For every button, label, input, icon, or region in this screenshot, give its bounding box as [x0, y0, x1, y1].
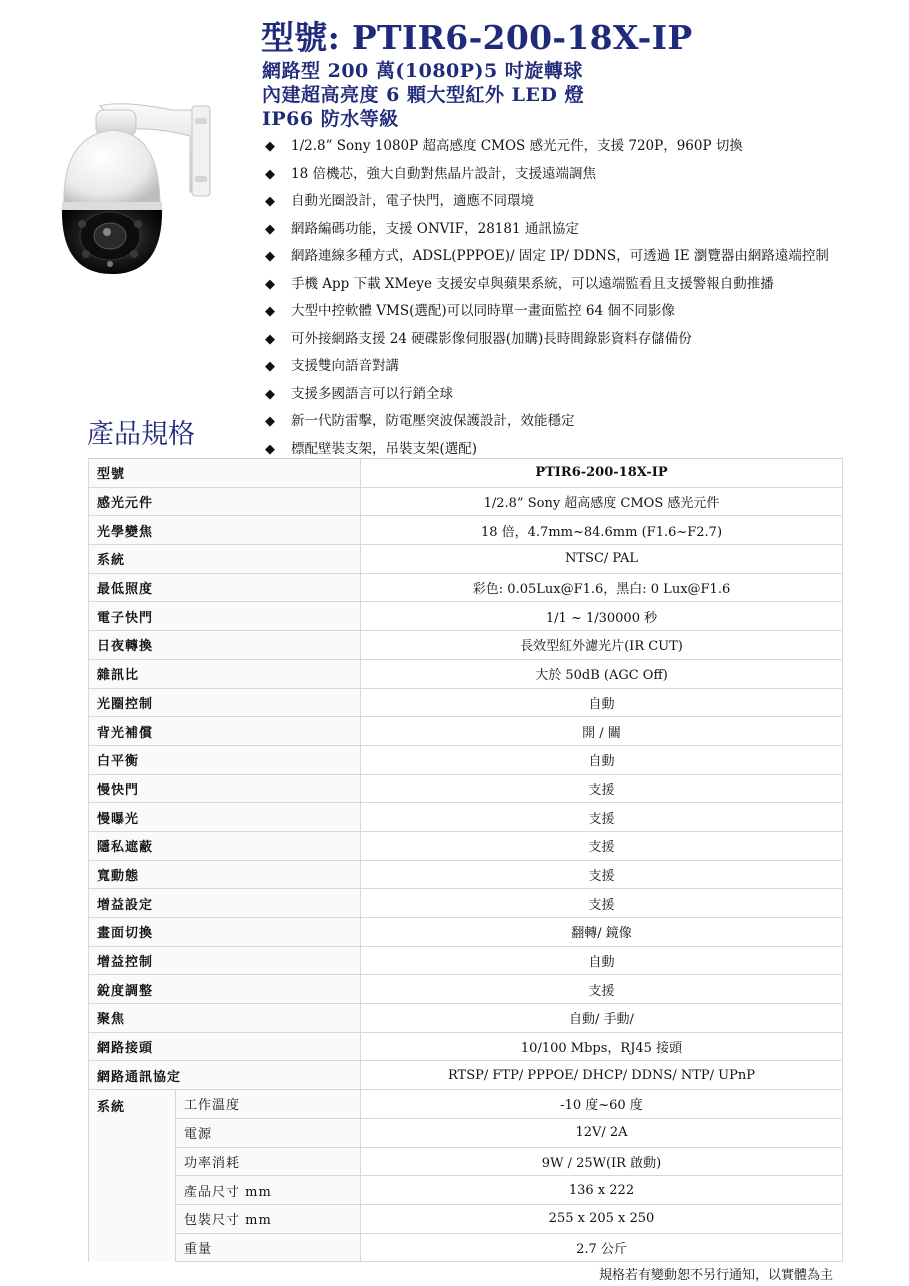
- diamond-bullet-icon: ◆: [265, 414, 275, 429]
- spec-label: 隱私遮蔽: [89, 831, 361, 860]
- spec-value: RTSP/ FTP/ PPPOE/ DHCP/ DDNS/ NTP/ UPnP: [361, 1061, 843, 1090]
- feature-item: [265, 381, 829, 409]
- subtitle-network-dome: 網路型 200 萬(1080P)5 吋旋轉球: [262, 60, 583, 82]
- spec-label: 最低照度: [89, 573, 361, 602]
- table-row: [89, 1233, 843, 1262]
- table-row: [89, 803, 843, 832]
- table-row: [89, 774, 843, 803]
- feature-text: 18 倍機芯，強大自動對焦晶片設計，支援遠端調焦: [291, 165, 596, 182]
- spec-value: 支援: [361, 774, 843, 803]
- diamond-bullet-icon: ◆: [265, 249, 275, 264]
- feature-text: 可外接網路支援 24 硬碟影像伺服器(加購)長時間錄影資料存儲備份: [291, 330, 692, 347]
- spec-group-label-system: 系統: [89, 1090, 176, 1262]
- spec-value: 自動: [361, 745, 843, 774]
- diamond-bullet-icon: ◆: [265, 139, 275, 154]
- feature-text: 網路連線多種方式，ADSL(PPPOE)/ 固定 IP/ DDNS，可透過 IE 瀏覽器由網路遠端控制: [291, 248, 829, 264]
- diamond-bullet-icon: ◆: [265, 359, 275, 374]
- table-row: [89, 946, 843, 975]
- table-row: [89, 573, 843, 602]
- diamond-bullet-icon: ◆: [265, 194, 275, 209]
- feature-text: 支援雙向語音對講: [291, 358, 399, 374]
- subtitle-ir-led: 內建超高亮度 6 顆大型紅外 LED 燈: [262, 84, 584, 106]
- table-row: [89, 1090, 843, 1119]
- table-row: [89, 1147, 843, 1176]
- subtitle-ip66: IP66 防水等級: [262, 108, 399, 130]
- spec-sub-label: 工作溫度: [176, 1090, 361, 1119]
- table-row: [89, 745, 843, 774]
- spec-value: PTIR6-200-18X-IP: [361, 459, 843, 488]
- spec-table: [88, 458, 843, 1262]
- table-row: [89, 860, 843, 889]
- feature-text: 新一代防雷擊，防電壓突波保護設計，效能穩定: [291, 413, 575, 429]
- table-row: [89, 975, 843, 1004]
- diamond-bullet-icon: ◆: [265, 386, 275, 402]
- table-row: [89, 1176, 843, 1205]
- spec-label: 背光補償: [89, 717, 361, 746]
- feature-item: [265, 161, 829, 189]
- spec-label: 增益設定: [89, 889, 361, 918]
- feature-item: [265, 243, 829, 271]
- table-row: [89, 1204, 843, 1233]
- spec-label: 電子快門: [89, 602, 361, 631]
- feature-text: 1/2.8” Sony 1080P 超高感度 CMOS 感光元件，支援 720P，960P 切換: [291, 138, 743, 154]
- feature-text: 標配壁裝支架，吊裝支架(選配): [291, 440, 478, 457]
- feature-text: 自動光圈設計，電子快門，適應不同環境: [291, 193, 534, 209]
- spec-label: 聚焦: [89, 1004, 361, 1033]
- spec-value: 支援: [361, 803, 843, 832]
- spec-label: 光圈控制: [89, 688, 361, 717]
- table-row: [89, 659, 843, 688]
- spec-label: 網路通訊協定: [89, 1061, 361, 1090]
- spec-label: 銳度調整: [89, 975, 361, 1004]
- feature-item: [265, 326, 829, 354]
- table-row: [89, 1004, 843, 1033]
- footer-note: 規格若有變動恕不另行通知，以實體為主: [598, 1268, 833, 1283]
- feature-item: [265, 408, 829, 436]
- spec-value: 12V/ 2A: [361, 1118, 843, 1147]
- diamond-bullet-icon: ◆: [265, 441, 275, 457]
- spec-sub-label: 重量: [176, 1233, 361, 1262]
- spec-sub-label: 功率消耗: [176, 1147, 361, 1176]
- spec-value: 長效型紅外濾光片(IR CUT): [361, 631, 843, 660]
- spec-value: 18 倍，4.7mm~84.6mm (F1.6~F2.7): [361, 516, 843, 545]
- feature-item: [265, 353, 829, 381]
- feature-list: [265, 133, 829, 463]
- feature-item: [265, 216, 829, 244]
- spec-heading: 產品規格: [87, 419, 195, 450]
- feature-text: 網路編碼功能，支援 ONVIF，28181 通訊協定: [291, 220, 579, 237]
- spec-label: 系統: [89, 545, 361, 574]
- feature-text: 支援多國語言可以行銷全球: [291, 385, 453, 402]
- table-row: [89, 545, 843, 574]
- spec-label: 型號: [89, 459, 361, 488]
- spec-label: 慢快門: [89, 774, 361, 803]
- spec-value: 10/100 Mbps，RJ45 接頭: [361, 1032, 843, 1061]
- spec-value: NTSC/ PAL: [361, 545, 843, 574]
- spec-sub-label: 產品尺寸 mm: [176, 1176, 361, 1205]
- table-row: [89, 918, 843, 947]
- spec-value: 支援: [361, 831, 843, 860]
- table-row: [89, 487, 843, 516]
- spec-label: 慢曝光: [89, 803, 361, 832]
- spec-label: 光學變焦: [89, 516, 361, 545]
- table-row: [89, 831, 843, 860]
- feature-item: [265, 133, 829, 161]
- table-row: [89, 1118, 843, 1147]
- spec-sub-label: 包裝尺寸 mm: [176, 1204, 361, 1233]
- spec-value: -10 度~60 度: [361, 1090, 843, 1119]
- table-row: [89, 1061, 843, 1090]
- spec-value: 2.7 公斤: [361, 1233, 843, 1262]
- spec-label: 雜訊比: [89, 659, 361, 688]
- spec-value: 136 x 222: [361, 1176, 843, 1205]
- spec-value: 9W / 25W(IR 啟動): [361, 1147, 843, 1176]
- diamond-bullet-icon: ◆: [265, 166, 275, 182]
- table-row: [89, 889, 843, 918]
- spec-value: 支援: [361, 860, 843, 889]
- table-row: [89, 516, 843, 545]
- spec-label: 寬動態: [89, 860, 361, 889]
- feature-item: [265, 188, 829, 216]
- feature-text: 大型中控軟體 VMS(選配)可以同時單一畫面監控 64 個不同影像: [291, 303, 675, 319]
- spec-label: 畫面切換: [89, 918, 361, 947]
- camera-product-image: [52, 96, 222, 281]
- spec-label: 日夜轉換: [89, 631, 361, 660]
- spec-value: 開 / 關: [361, 717, 843, 746]
- spec-sub-label: 電源: [176, 1118, 361, 1147]
- spec-value: 自動: [361, 688, 843, 717]
- spec-value: 大於 50dB (AGC Off): [361, 659, 843, 688]
- spec-label: 增益控制: [89, 946, 361, 975]
- spec-value: 1/2.8” Sony 超高感度 CMOS 感光元件: [361, 487, 843, 516]
- diamond-bullet-icon: ◆: [265, 331, 275, 347]
- feature-item: [265, 298, 829, 326]
- spec-value: 自動: [361, 946, 843, 975]
- spec-label: 感光元件: [89, 487, 361, 516]
- table-row: [89, 602, 843, 631]
- spec-value: 1/1 ~ 1/30000 秒: [361, 602, 843, 631]
- model-title: 型號: PTIR6-200-18X-IP: [261, 18, 693, 57]
- spec-value: 支援: [361, 975, 843, 1004]
- spec-value: 彩色: 0.05Lux@F1.6，黑白: 0 Lux@F1.6: [361, 573, 843, 602]
- table-row: [89, 717, 843, 746]
- diamond-bullet-icon: ◆: [265, 276, 275, 292]
- table-row: [89, 631, 843, 660]
- table-row: [89, 459, 843, 488]
- spec-value: 支援: [361, 889, 843, 918]
- diamond-bullet-icon: ◆: [265, 304, 275, 319]
- feature-item: [265, 271, 829, 299]
- diamond-bullet-icon: ◆: [265, 221, 275, 237]
- spec-label: 網路接頭: [89, 1032, 361, 1061]
- spec-value: 翻轉/ 鏡像: [361, 918, 843, 947]
- spec-value: 自動/ 手動/: [361, 1004, 843, 1033]
- table-row: [89, 688, 843, 717]
- table-row: [89, 1032, 843, 1061]
- feature-text: 手機 App 下載 XMeye 支援安卓與蘋果系統，可以遠端監看且支援警報自動推播: [291, 275, 774, 292]
- spec-label: 白平衡: [89, 745, 361, 774]
- spec-value: 255 x 205 x 250: [361, 1204, 843, 1233]
